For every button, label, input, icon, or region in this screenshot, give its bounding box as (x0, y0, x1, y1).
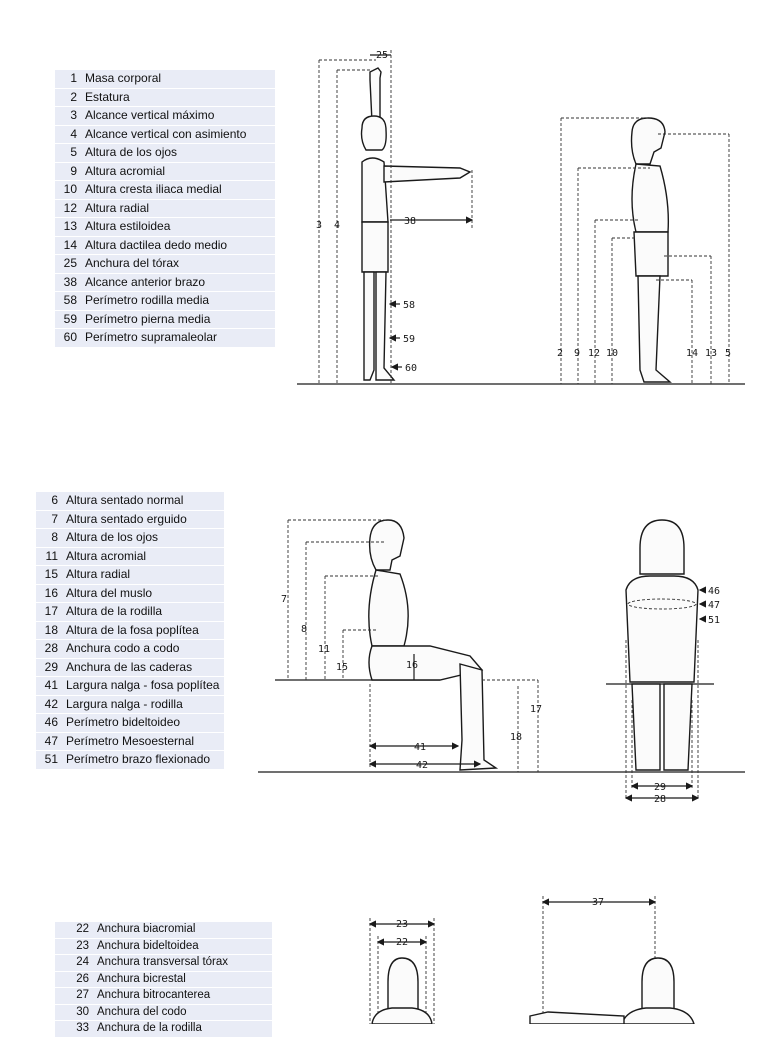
label-29: 29 (654, 782, 667, 793)
label-2: 2 (557, 348, 564, 359)
label-60: 60 (405, 363, 418, 374)
measure-label: Largura nalga - fosa poplítea (66, 678, 220, 692)
measure-label: Altura acromial (85, 163, 166, 178)
measure-label: Altura dactilea dedo medio (85, 237, 228, 252)
label-51: 51 (708, 615, 721, 626)
measure-number: 47 (44, 733, 58, 748)
measure-number: 41 (44, 678, 58, 692)
seated-front-figure (606, 520, 720, 805)
measure-number: 8 (51, 530, 58, 544)
label-11: 11 (318, 644, 331, 655)
measure-label: Perímetro brazo flexionado (66, 752, 211, 766)
measure-label: Anchura del codo (97, 1005, 187, 1018)
measure-number: 5 (70, 145, 77, 159)
width-figures (370, 896, 694, 1024)
measure-number: 23 (76, 939, 89, 952)
measure-label: Largura nalga - rodilla (66, 696, 183, 711)
label-58: 58 (403, 300, 416, 311)
measure-label: Altura de la fosa poplítea (66, 622, 199, 637)
standing-side-figure (557, 118, 731, 384)
label-12: 12 (588, 348, 601, 359)
measure-label: Altura cresta iliaca medial (85, 182, 222, 196)
label-16: 16 (406, 660, 419, 671)
measure-label: Anchura bitrocanterea (97, 989, 211, 1001)
label-59: 59 (403, 334, 416, 345)
measure-number: 12 (63, 200, 77, 215)
measure-number: 24 (76, 956, 89, 968)
measure-label: Altura de los ojos (66, 530, 159, 544)
measure-label: Anchura bideltoidea (97, 939, 199, 952)
measure-label: Anchura transversal tórax (97, 956, 229, 968)
measure-number: 59 (63, 311, 77, 326)
measure-label: Masa corporal (85, 71, 162, 85)
measure-number: 11 (45, 548, 58, 563)
measure-number: 22 (76, 923, 89, 935)
measure-label: Perímetro bideltoideo (66, 715, 181, 729)
measure-label: Anchura de la rodilla (97, 1022, 202, 1034)
measure-number: 60 (63, 330, 77, 344)
measure-number: 25 (63, 256, 77, 270)
measure-label: Altura sentado erguido (66, 511, 187, 526)
measure-label: Altura estiloidea (85, 219, 171, 233)
label-8: 8 (301, 624, 308, 635)
label-37: 37 (592, 897, 605, 908)
measure-label: Alcance anterior brazo (85, 274, 206, 289)
measure-number: 1 (70, 71, 77, 85)
label-17: 17 (530, 704, 543, 715)
measure-label: Altura radial (66, 567, 131, 581)
measure-number: 9 (70, 163, 77, 178)
label-46: 46 (708, 586, 721, 597)
measure-number: 2 (70, 89, 77, 104)
label-13: 13 (705, 348, 718, 359)
label-4: 4 (334, 220, 341, 231)
measure-label: Altura de la rodilla (66, 604, 163, 618)
label-25: 25 (376, 50, 389, 61)
measure-label: Perímetro pierna media (85, 311, 211, 326)
measure-number: 3 (70, 108, 77, 122)
measure-number: 4 (70, 126, 77, 141)
label-9: 9 (574, 348, 581, 359)
measure-number: 10 (63, 182, 77, 196)
label-7: 7 (281, 594, 288, 605)
measure-number: 26 (76, 972, 89, 985)
label-28: 28 (654, 794, 667, 805)
measure-number: 27 (76, 989, 89, 1001)
measure-number: 30 (76, 1005, 89, 1018)
measure-number: 6 (51, 493, 58, 507)
measure-label: Perímetro rodilla media (85, 293, 210, 307)
measure-number: 16 (44, 585, 58, 600)
measure-number: 7 (51, 511, 58, 526)
measure-label: Altura sentado normal (66, 493, 184, 507)
label-41: 41 (414, 742, 427, 753)
measure-number: 14 (63, 237, 77, 252)
label-3: 3 (316, 220, 323, 231)
measure-number: 51 (44, 752, 58, 766)
measure-number: 28 (44, 641, 58, 655)
measure-number: 18 (44, 622, 58, 637)
label-23: 23 (396, 919, 409, 930)
measure-label: Altura del muslo (66, 585, 153, 600)
measure-label: Altura acromial (66, 548, 147, 563)
measure-number: 38 (63, 274, 77, 289)
label-15: 15 (336, 662, 349, 673)
measure-label: Alcance vertical con asimiento (85, 126, 247, 141)
measure-number: 13 (63, 219, 77, 233)
measure-label: Estatura (85, 89, 130, 104)
measure-label: Perímetro supramaleolar (85, 330, 218, 344)
label-10: 10 (606, 348, 619, 359)
label-47: 47 (708, 600, 721, 611)
label-18: 18 (510, 732, 523, 743)
measure-label: Perímetro Mesoesternal (66, 733, 195, 748)
measure-number: 29 (44, 659, 58, 674)
measure-number: 17 (44, 604, 58, 618)
measure-label: Anchura de las caderas (66, 659, 193, 674)
label-14: 14 (686, 348, 699, 359)
measure-label: Anchura del tórax (85, 256, 180, 270)
measure-label: Altura radial (85, 200, 150, 215)
measure-label: Anchura biacromial (97, 923, 196, 935)
measure-number: 33 (76, 1022, 89, 1034)
measure-label: Altura de los ojos (85, 145, 178, 159)
measure-number: 58 (63, 293, 77, 307)
measure-label: Anchura codo a codo (66, 641, 180, 655)
label-5: 5 (725, 348, 732, 359)
standing-front-figure (297, 50, 745, 384)
measure-number: 15 (44, 567, 58, 581)
label-42: 42 (416, 760, 429, 771)
label-38: 38 (404, 216, 417, 227)
label-22: 22 (396, 937, 409, 948)
measure-number: 42 (44, 696, 58, 711)
measure-label: Anchura bicrestal (97, 972, 186, 985)
measure-label: Alcance vertical máximo (85, 108, 215, 122)
measure-number: 46 (44, 715, 58, 729)
